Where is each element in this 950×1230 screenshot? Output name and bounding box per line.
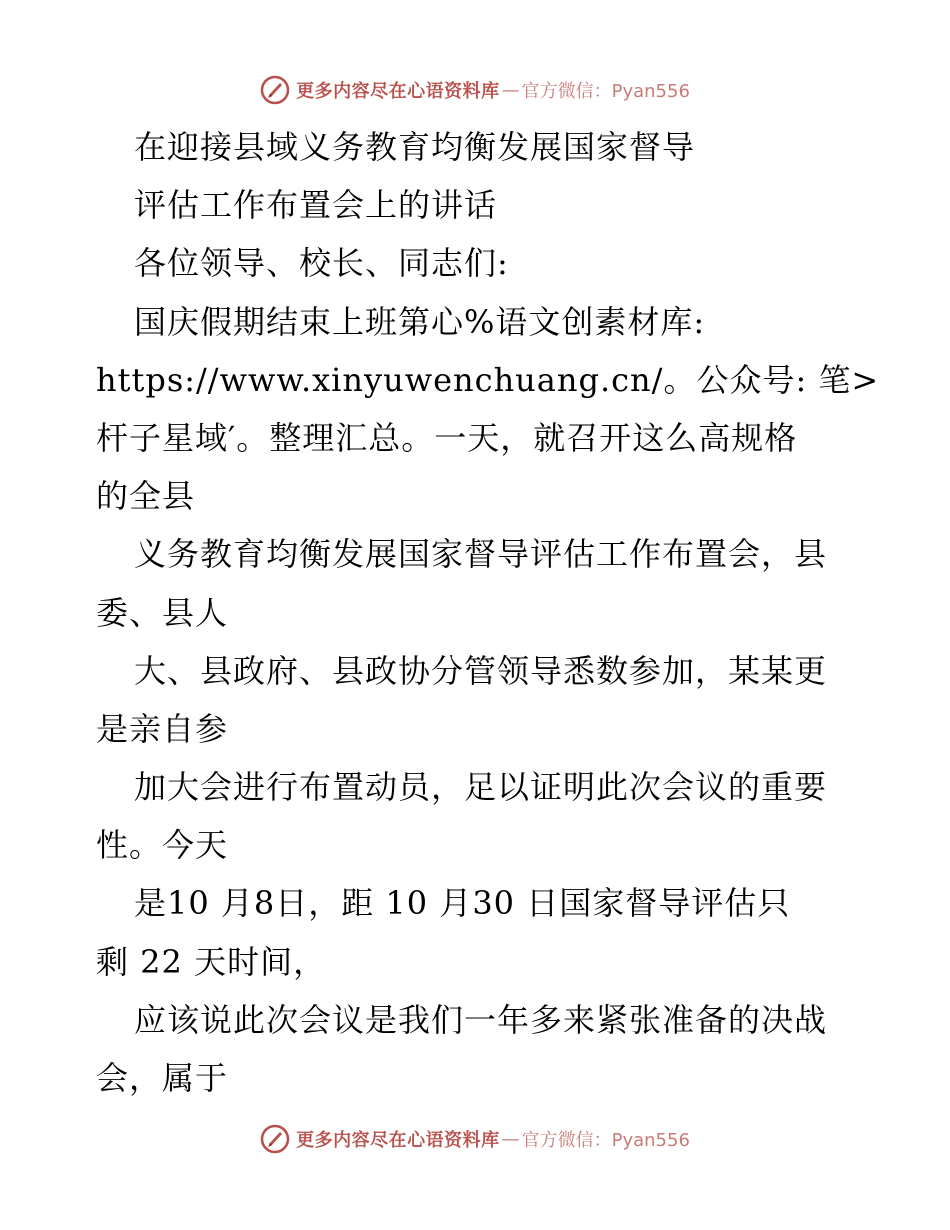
text-line: 在迎接县域义务教育均衡发展国家督导 [134, 128, 696, 166]
text-line: 的全县 [96, 477, 196, 516]
banner-main-text: 更多内容尽在心语资料库 [296, 1130, 500, 1151]
text-line: 剩 22 天时间， [96, 942, 327, 981]
text-line: 各位领导、校长、同志们: [134, 244, 509, 283]
banner-sub-text: 官方微信：Pyan556 [521, 81, 690, 102]
logo-icon [260, 75, 290, 105]
text-line: 是亲自参 [96, 709, 229, 748]
document-body [96, 118, 880, 1107]
text-line: 大、县政府、县政协分管领导悉数参加，某某更 [134, 651, 828, 690]
footer-banner [0, 1119, 950, 1159]
text-line: https://www.xinyuwenchuang.cn/。公众号: 笔> [96, 360, 880, 399]
text-line: 义务教育均衡发展国家督导评估工作布置会，县 [134, 535, 828, 574]
banner-sub-text: 官方微信：Pyan556 [521, 1130, 690, 1151]
text-line: 加大会进行布置动员，足以证明此次会议的重要 [134, 768, 828, 807]
text-line: 性。今天 [96, 826, 229, 865]
text-line: 委、县人 [96, 593, 229, 632]
banner-separator: — [501, 1128, 520, 1150]
text-line: 评估工作布置会上的讲话 [134, 186, 498, 225]
text-line: 应该说此次会议是我们一年多来紧张准备的决战 [134, 1000, 828, 1039]
header-banner [0, 70, 950, 110]
logo-icon [260, 1124, 290, 1154]
banner-separator: — [501, 79, 520, 101]
text-line: 国庆假期结束上班第心%语文创素材库: [134, 302, 706, 341]
text-line: 是10 月8日，距 10 月30 日国家督导评估只 [134, 884, 791, 923]
text-line: 会，属于 [96, 1059, 229, 1097]
text-line: 杆子星域′。整理汇总。一天，就召开这么高规格 [96, 418, 798, 457]
banner-main-text: 更多内容尽在心语资料库 [296, 81, 500, 102]
